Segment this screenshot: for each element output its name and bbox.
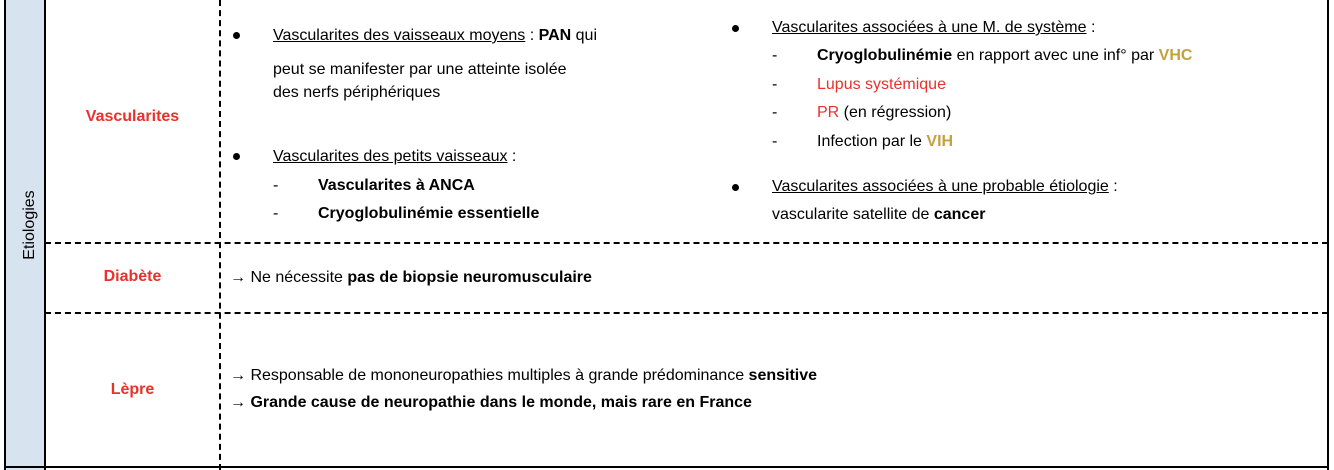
diabete-text: Ne nécessite <box>246 269 348 286</box>
separator: : <box>1086 19 1096 36</box>
dash: - <box>772 76 778 93</box>
vih-line <box>817 131 953 153</box>
dash: - <box>273 205 279 222</box>
row-label-vascularites: Vascularites <box>85 108 180 125</box>
pan-term: PAN <box>538 27 572 44</box>
dash: - <box>273 177 279 194</box>
pr-term: PR <box>817 104 840 121</box>
lupus-line: Lupus systémique <box>817 76 946 93</box>
separator: : <box>507 148 517 165</box>
cryo-essentielle: Cryoglobulinémie essentielle <box>318 205 540 222</box>
vasc-probable-heading: Vascularites associées à une probable étiologie <box>772 178 1109 195</box>
separator: : <box>1108 178 1118 195</box>
table-border-right <box>1327 0 1329 470</box>
arrow-icon: → <box>230 367 246 384</box>
vasc-moyens-rest: qui <box>571 27 597 44</box>
cryo-text: en rapport avec une inf° par <box>952 47 1159 64</box>
dash: - <box>772 47 778 64</box>
separator: : <box>525 27 539 44</box>
bullet <box>732 184 739 191</box>
vasc-systeme-heading: Vascularites associées à une M. de système <box>772 19 1087 36</box>
diabete-line <box>230 267 592 289</box>
bullet <box>233 32 240 39</box>
lepre-text: Responsable de mononeuropathies multiples à grande prédominance <box>246 367 749 384</box>
row-divider-2 <box>45 312 1328 314</box>
arrow-icon: → <box>230 394 246 411</box>
dash: - <box>772 104 778 121</box>
vasc-petits-heading: Vascularites des petits vaisseaux <box>273 148 508 165</box>
lepre-line1 <box>230 365 817 387</box>
side-label: Etiologies <box>21 190 38 260</box>
vasc-systeme-line1 <box>772 17 1095 39</box>
vasc-moyens-line2: peut se manifester par une atteinte isolée <box>273 61 567 78</box>
lepre-line2 <box>230 392 752 414</box>
row-label-lepre: Lèpre <box>110 381 155 398</box>
lepre-bold: Grande cause de neuropathie dans le monde, mais rare en France <box>246 394 752 411</box>
dash: - <box>772 133 778 150</box>
bullet <box>233 153 240 160</box>
row-divider-1 <box>45 242 1328 244</box>
cryo-vhc-line <box>817 45 1192 67</box>
vasc-moyens-line3: des nerfs périphériques <box>273 84 441 101</box>
arrow-icon: → <box>230 269 246 286</box>
diabete-bold: pas de biopsie neuromusculaire <box>347 269 592 286</box>
bullet <box>732 25 739 32</box>
vasc-probable-line1 <box>772 176 1118 198</box>
cryo-term: Cryoglobulinémie <box>817 47 953 64</box>
sensitive-term: sensitive <box>748 367 818 384</box>
category-column-divider <box>219 0 221 470</box>
vih-term: VIH <box>926 133 954 150</box>
side-header-cell <box>5 0 44 470</box>
vasc-probable-text: vascularite satellite de <box>772 206 934 223</box>
cancer-term: cancer <box>933 206 986 223</box>
vasc-moyens-heading: Vascularites des vaisseaux moyens <box>273 27 526 44</box>
vasc-petits-line1 <box>273 146 516 168</box>
row-label-diabete: Diabète <box>103 268 162 285</box>
table-border-left <box>4 0 6 470</box>
table-border-bottom <box>4 466 1329 468</box>
pr-line <box>817 102 951 124</box>
vasc-moyens-line1 <box>273 25 597 47</box>
pr-text: (en régression) <box>839 104 952 121</box>
vhc-term: VHC <box>1158 47 1193 64</box>
side-column-divider <box>44 0 46 470</box>
vih-text: Infection par le <box>817 133 927 150</box>
vasc-anca: Vascularites à ANCA <box>318 177 475 194</box>
vasc-probable-line2 <box>772 204 985 226</box>
